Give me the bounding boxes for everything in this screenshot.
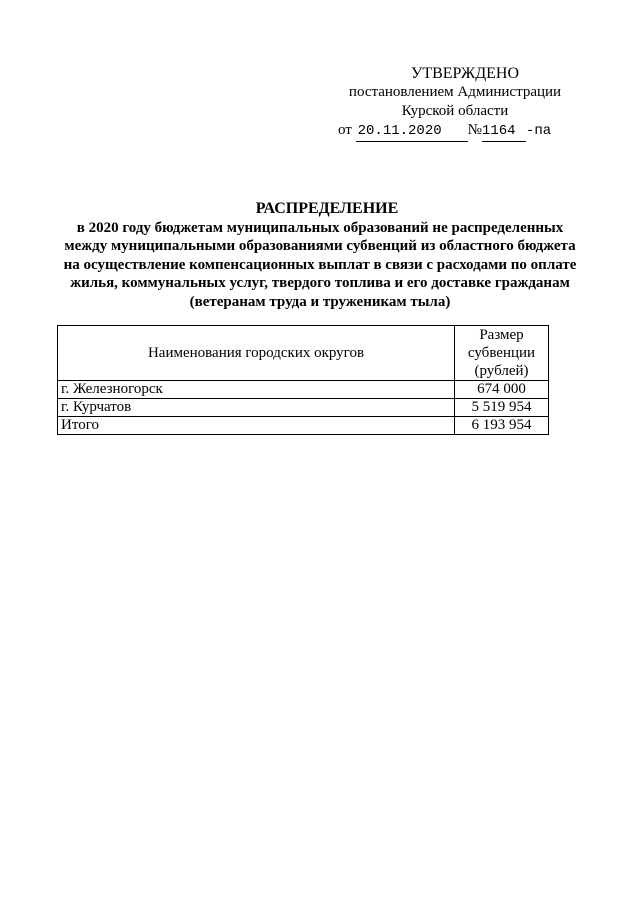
- allocation-table: [57, 325, 549, 435]
- approval-authority: постановлением Администрации: [348, 84, 562, 100]
- number-suffix: -па: [525, 123, 552, 139]
- heading-line: жилья, коммунальных услуг, твердого топлива и его доставке гражданам: [70, 275, 570, 291]
- heading-line: в 2020 году бюджетам муниципальных образований не распределенных: [76, 219, 564, 236]
- table-row-total: [58, 417, 549, 435]
- row-name: Итого: [58, 417, 455, 435]
- document-title: РАСПРЕДЕЛЕНИЕ: [255, 200, 399, 217]
- header-name-column: Наименования городских округов: [58, 326, 455, 381]
- row-amount: 5 519 954: [455, 399, 549, 417]
- approval-region: Курской области: [401, 103, 509, 119]
- table-row: [58, 399, 549, 417]
- approval-block: [330, 64, 580, 142]
- approval-number: 1164: [482, 122, 526, 142]
- approved-label: УТВЕРЖДЕНО: [410, 65, 519, 82]
- heading-line: на осуществление компенсационных выплат в связи с расходами по оплате: [63, 256, 577, 273]
- table-row: [58, 381, 549, 399]
- heading-line: между муниципальными образованиями субвенций из областного бюджета: [64, 238, 576, 254]
- row-amount: 6 193 954: [455, 417, 549, 435]
- number-prefix: №: [467, 122, 482, 138]
- table-header-row: [58, 326, 549, 381]
- header-amount-column: [455, 326, 549, 381]
- header-amount-line: Размер: [479, 327, 524, 343]
- row-name: г. Железногорск: [58, 381, 455, 399]
- row-amount: 674 000: [455, 381, 549, 399]
- row-name: г. Курчатов: [58, 399, 455, 417]
- approval-date: 20.11.2020: [356, 122, 468, 142]
- approval-date-line: [330, 121, 580, 142]
- document-heading: [40, 200, 600, 311]
- date-prefix: от: [338, 122, 352, 138]
- header-amount-line: (рублей): [474, 363, 529, 379]
- heading-line: (ветеранам труда и труженикам тыла): [189, 293, 451, 310]
- header-amount-line: субвенции: [467, 345, 536, 361]
